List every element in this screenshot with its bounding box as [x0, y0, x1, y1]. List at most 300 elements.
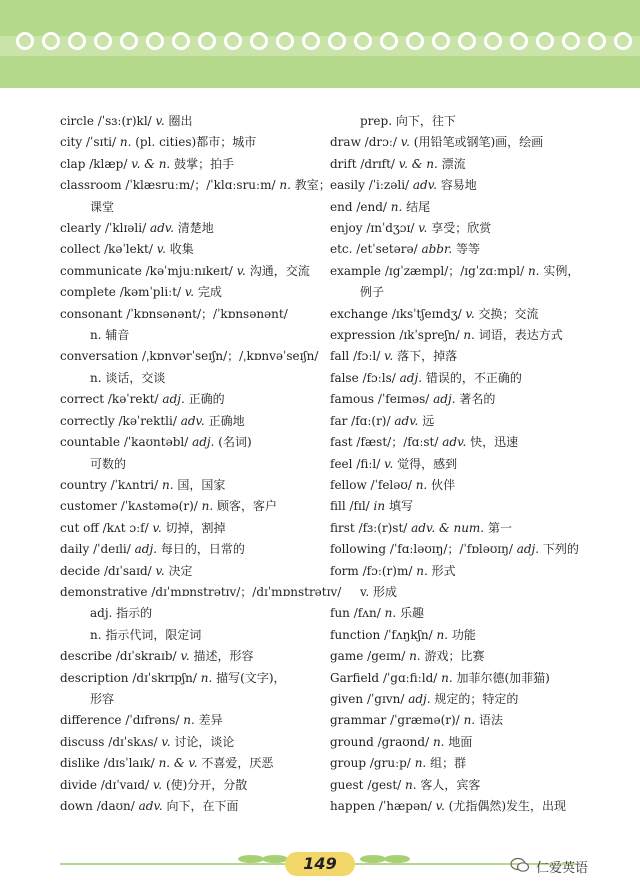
entry-phonetic: /ˈkʌstəmə(r)/ [120, 499, 198, 514]
glossary-entry [330, 689, 610, 710]
entry-headword: discuss [60, 734, 105, 749]
circle-ornament [380, 32, 398, 50]
entry-phonetic: /ˈdɪfrəns/ [125, 713, 180, 728]
entry-headword: easily [330, 178, 365, 193]
glossary-entry [330, 796, 610, 817]
glossary-entry [60, 239, 315, 260]
glossary-entry [330, 132, 610, 153]
entry-definition: 形式 [431, 563, 456, 578]
glossary-entry [330, 346, 610, 367]
glossary-entry [330, 668, 610, 689]
entry-definition: 伙伴 [431, 477, 456, 492]
glossary-entry [330, 432, 610, 453]
entry-continuation [60, 368, 315, 389]
circle-ornament [354, 32, 372, 50]
entry-definition: 描写(文字)， [216, 670, 286, 685]
entry-definition: 鼓掌；拍手 [174, 156, 235, 171]
entry-phonetic: /geɪm/ [367, 649, 406, 664]
entry-definition: 正确地 [208, 413, 245, 428]
entry-part-of-speech: n. [527, 263, 540, 278]
entry-phonetic: /fɜː(r)st/ [358, 520, 408, 535]
entry-part-of-speech: v. [155, 563, 165, 578]
entry-headword: function [330, 627, 381, 642]
circle-ornament [120, 32, 138, 50]
entry-part-of-speech: v. [161, 734, 171, 749]
entry-headword: end [330, 199, 353, 214]
entry-headword: city [60, 135, 83, 150]
entry-continuation [60, 625, 315, 646]
entry-phonetic: /ˈklæsruːm/；/ˈklɑːsruːm/ [125, 178, 276, 193]
entry-phonetic: /ˈklɪəli/ [105, 221, 147, 236]
entry-phonetic: /drɔː/ [364, 135, 397, 150]
entry-definition: 第一 [487, 520, 512, 535]
glossary-entry [330, 625, 610, 646]
entry-headword: form [330, 563, 359, 578]
circle-ornament [484, 32, 502, 50]
entry-phonetic: /dɪˈmɒnstrətɪv/；/dɪˈmɒnstrətɪv/ [151, 584, 342, 599]
circle-ornament [458, 32, 476, 50]
entry-headword: circle [60, 114, 94, 128]
circle-ornament [562, 32, 580, 50]
entry-continuation [60, 454, 315, 475]
entry-part-of-speech: v. [418, 221, 428, 236]
entry-phonetic: /ˈkɒnsənənt/；/ˈkɒnsənənt/ [126, 306, 288, 321]
entry-headword: famous [330, 392, 375, 407]
wechat-watermark [510, 855, 620, 877]
entry-definition: 教室； [294, 178, 331, 193]
glossary-entry [330, 710, 610, 731]
entry-definition: 加菲尔德(加菲猫) [456, 670, 550, 685]
entry-part-of-speech: n. [390, 199, 403, 214]
leaf-ornament [360, 855, 386, 863]
glossary-column-right [330, 111, 610, 817]
entry-headword: collect [60, 242, 101, 257]
glossary-entry [60, 732, 315, 753]
entry-headword: clearly [60, 221, 102, 236]
entry-continuation [60, 325, 315, 346]
entry-continuation [60, 689, 315, 710]
glossary-entry [60, 411, 315, 432]
glossary-entry [330, 154, 610, 175]
glossary-entry [330, 753, 610, 774]
entry-phonetic: /ˈgɪvn/ [366, 691, 405, 706]
entry-headword: drift [330, 156, 357, 171]
glossary-entry [330, 218, 610, 239]
circle-ornament [16, 32, 34, 50]
glossary-entry [60, 582, 342, 603]
entry-part-of-speech: n. [416, 563, 428, 578]
glossary-entry [60, 154, 315, 175]
glossary-entry [330, 775, 610, 796]
entry-phonetic: /ˌkɒnvərˈseɪʃn/；/ˌkɒnvəˈseɪʃn/ [142, 349, 319, 364]
entry-definition: 容易地 [440, 178, 477, 193]
glossary-entry [330, 732, 610, 753]
decorative-circles [6, 28, 636, 64]
continuation-text: n. 指示代词，限定词 [90, 627, 202, 642]
entry-definition: (名词) [218, 435, 252, 450]
entry-part-of-speech: n. [436, 627, 449, 642]
entry-headword: daily [60, 542, 90, 557]
entry-definition: 填写 [388, 499, 413, 514]
entry-definition: 清楚地 [177, 221, 214, 236]
entry-part-of-speech: adv. [149, 221, 174, 236]
entry-phonetic: /ˈkaʊntəbl/ [123, 435, 189, 450]
entry-definition: 规定的；特定的 [434, 691, 519, 706]
glossary-entry [60, 346, 319, 367]
entry-phonetic: /end/ [356, 199, 387, 214]
entry-part-of-speech: v. [152, 520, 162, 535]
watermark-text: 仁爱英语 [536, 861, 589, 876]
entry-definition: (使)分开，分散 [165, 777, 248, 792]
entry-headword: dislike [60, 756, 100, 771]
glossary-entry [60, 475, 315, 496]
glossary-entry [60, 218, 315, 239]
entry-headword: first [330, 520, 355, 535]
entry-phonetic: /ˈsɪti/ [86, 135, 117, 150]
continuation-text: 可数的 [90, 456, 127, 471]
entry-part-of-speech: n. [415, 477, 428, 492]
glossary-entry [330, 175, 610, 196]
entry-part-of-speech: v. [384, 456, 394, 471]
entry-continuation [330, 582, 610, 603]
entry-definition: 落下，掉落 [397, 349, 458, 364]
circle-ornament [224, 32, 242, 50]
entry-headword: description [60, 670, 129, 685]
entry-part-of-speech: adj. [408, 691, 431, 706]
entry-phonetic: /ˈgræmə(r)/ [390, 713, 460, 728]
entry-headword: etc. [330, 242, 353, 257]
entry-phonetic: /ˈkʌntri/ [110, 477, 159, 492]
entry-definition: 收集 [169, 242, 194, 257]
page-number: 149 [303, 854, 337, 873]
circle-ornament [302, 32, 320, 50]
entry-headword: fall [330, 349, 350, 364]
header-banner [0, 0, 640, 88]
entry-definition: 描述，形容 [193, 649, 254, 664]
entry-phonetic: /klæp/ [89, 156, 128, 171]
glossary-entry [330, 539, 610, 560]
entry-definition: 地面 [448, 734, 473, 749]
glossary-entry [330, 496, 610, 517]
entry-definition: 乐趣 [399, 606, 424, 621]
entry-phonetic: /ɪkˈspreʃn/ [399, 328, 460, 343]
glossary-entry [330, 261, 610, 282]
entry-headword: difference [60, 713, 122, 728]
entry-phonetic: /fiːl/ [356, 456, 381, 471]
glossary-entry [60, 132, 315, 153]
circle-ornament [536, 32, 554, 50]
entry-part-of-speech: adv. [138, 799, 163, 813]
continuation-text: prep. 向下，往下 [360, 114, 456, 128]
entry-part-of-speech: n. [463, 328, 475, 343]
entry-phonetic: /dɪˈvaɪd/ [100, 777, 150, 792]
entry-phonetic: /kəˈlekt/ [104, 242, 153, 257]
entry-part-of-speech: v. [400, 135, 410, 150]
entry-headword: conversation [60, 349, 139, 364]
circle-ornament [276, 32, 294, 50]
glossary-entry [60, 796, 315, 817]
entry-definition: 等等 [456, 242, 481, 257]
glossary-entry [60, 282, 315, 303]
entry-headword: divide [60, 777, 97, 792]
entry-phonetic: /fɑː(r)/ [351, 413, 391, 428]
circle-ornament [42, 32, 60, 50]
entry-headword: happen [330, 799, 376, 813]
entry-part-of-speech: adj. [516, 542, 540, 557]
entry-part-of-speech: n. [161, 477, 174, 492]
entry-part-of-speech: v. [152, 777, 163, 792]
circle-ornament [614, 32, 632, 50]
entry-part-of-speech: v. & n. [131, 156, 171, 171]
glossary-entry [60, 646, 315, 667]
entry-definition: 觉得，感到 [397, 456, 458, 471]
entry-headword: enjoy [330, 221, 363, 236]
entry-part-of-speech: n. [441, 670, 453, 685]
continuation-text: 例子 [360, 285, 385, 300]
entry-definition: 功能 [451, 627, 476, 642]
entry-phonetic: /ˈdeɪli/ [93, 542, 131, 557]
entry-part-of-speech: adj. [192, 435, 215, 450]
entry-definition: 语法 [478, 713, 503, 728]
entry-phonetic: /drɪft/ [360, 156, 395, 171]
glossary-entry [330, 646, 610, 667]
entry-definition: 切掉，割掉 [165, 520, 226, 535]
glossary-entry [60, 175, 331, 196]
entry-phonetic: /fɔː(r)m/ [362, 563, 413, 578]
glossary-entry [330, 368, 610, 389]
entry-part-of-speech: n. [183, 713, 195, 728]
entry-headword: feel [330, 456, 353, 471]
entry-headword: fast [330, 435, 353, 450]
entry-phonetic: /dɪˈskʌs/ [108, 734, 158, 749]
entry-definition: 结尾 [406, 199, 431, 214]
entry-phonetic: /dɪsˈlaɪk/ [103, 756, 155, 771]
page-number-badge [285, 850, 355, 880]
entry-definition: (尤指偶然)发生，出现 [448, 799, 567, 813]
glossary-entry [330, 603, 610, 624]
entry-part-of-speech: n. [409, 649, 421, 664]
entry-part-of-speech: adv. [412, 178, 437, 193]
entry-phonetic: /kəˈrektli/ [118, 413, 177, 428]
entry-part-of-speech: n. [279, 178, 291, 193]
entry-part-of-speech: adv. [442, 435, 467, 450]
entry-headword: describe [60, 649, 113, 664]
entry-phonetic: /kəmˈpliːt/ [119, 285, 182, 300]
entry-headword: example [330, 263, 382, 278]
entry-phonetic: /fɔːls/ [362, 370, 396, 385]
entry-part-of-speech: v. [180, 649, 190, 664]
entry-part-of-speech: n. & v. [158, 756, 198, 771]
entry-definition: 快，迅速 [470, 435, 519, 450]
entry-headword: down [60, 799, 93, 813]
glossary-entry [60, 261, 315, 282]
glossary-entry [60, 539, 315, 560]
circle-ornament [328, 32, 346, 50]
entry-definition: 下列的 [542, 542, 579, 557]
circle-ornament [510, 32, 528, 50]
entry-phonetic: /ɪgˈzæmpl/；/ɪgˈzɑːmpl/ [384, 263, 525, 278]
glossary-entry [60, 561, 315, 582]
entry-phonetic: /dɪˈskrɪpʃn/ [132, 670, 197, 685]
entry-part-of-speech: v. [184, 285, 195, 300]
entry-part-of-speech: n. [119, 135, 132, 150]
entry-definition: 客人，宾客 [420, 777, 481, 792]
entry-definition: 差异 [198, 713, 223, 728]
entry-headword: false [330, 370, 359, 385]
entry-phonetic: /ˈfɑːləʊɪŋ/；/ˈfɒləʊɪŋ/ [389, 542, 513, 557]
entry-phonetic: /ɪnˈdʒɔɪ/ [366, 221, 415, 236]
entry-part-of-speech: v. [384, 349, 394, 364]
glossary-entry [60, 753, 315, 774]
entry-definition: 完成 [197, 285, 222, 300]
leaf-ornament [238, 855, 264, 863]
entry-headword: ground [330, 734, 374, 749]
circle-ornament [250, 32, 268, 50]
entry-definition: 国，国家 [177, 477, 226, 492]
glossary-entry [330, 411, 610, 432]
entry-headword: following [330, 542, 387, 557]
entry-part-of-speech: n. [405, 777, 417, 792]
entry-part-of-speech: v. [155, 114, 165, 128]
entry-definition: 向下，在下面 [166, 799, 239, 813]
entry-definition: 组；群 [430, 756, 467, 771]
entry-phonetic: /ˈfeləʊ/ [370, 477, 412, 492]
entry-part-of-speech: v. & n. [398, 156, 438, 171]
entry-phonetic: /ˈiːzəli/ [368, 178, 410, 193]
entry-part-of-speech: abbr. [421, 242, 453, 257]
entry-phonetic: /etˈsetərə/ [356, 242, 418, 257]
glossary-entry [60, 111, 315, 132]
entry-phonetic: /ɪksˈtʃeɪndʒ/ [391, 306, 462, 321]
continuation-text: n. 辅音 [90, 328, 130, 343]
entry-part-of-speech: adj. [162, 392, 185, 407]
entry-part-of-speech: n. [432, 734, 445, 749]
entry-phonetic: /fʌn/ [353, 606, 381, 621]
entry-continuation [330, 282, 610, 303]
entry-headword: correct [60, 392, 105, 407]
entry-headword: game [330, 649, 364, 664]
continuation-text: adj. 指示的 [90, 606, 153, 621]
entry-part-of-speech: n. [463, 713, 476, 728]
circle-ornament [432, 32, 450, 50]
continuation-text: n. 谈话，交谈 [90, 370, 166, 385]
glossary-entry [60, 668, 315, 689]
circle-ornament [146, 32, 164, 50]
glossary-entry [60, 304, 315, 325]
entry-definition: 每日的，日常的 [160, 542, 245, 557]
entry-phonetic: /fæst/；/fɑːst/ [356, 435, 439, 450]
entry-phonetic: /ˈhæpən/ [378, 799, 432, 813]
entry-phonetic: /kəˈmjuːnɪkeɪt/ [145, 263, 233, 278]
entry-headword: customer [60, 499, 117, 514]
entry-headword: classroom [60, 178, 122, 193]
entry-headword: far [330, 413, 348, 428]
glossary-entry [330, 197, 610, 218]
entry-headword: draw [330, 135, 361, 150]
entry-part-of-speech: v. [236, 263, 246, 278]
glossary-entry [60, 496, 315, 517]
entry-definition: 顾客，客户 [217, 499, 278, 514]
entry-definition: 不喜爱，厌恶 [201, 756, 274, 771]
entry-headword: decide [60, 563, 101, 578]
entry-continuation [330, 111, 610, 132]
entry-definition: 沟通，交流 [249, 263, 310, 278]
entry-part-of-speech: n. [201, 499, 214, 514]
entry-definition: (用铅笔或钢笔)画，绘画 [413, 135, 544, 150]
entry-headword: fill [330, 499, 346, 514]
entry-phonetic: /gest/ [367, 777, 402, 792]
entry-part-of-speech: adj. [433, 392, 456, 407]
entry-part-of-speech: v. [156, 242, 166, 257]
entry-phonetic: /kəˈrekt/ [107, 392, 159, 407]
entry-headword: fun [330, 606, 350, 621]
entry-definition: 交换；交流 [478, 306, 539, 321]
entry-phonetic: /ˈfeɪməs/ [377, 392, 430, 407]
entry-definition: 讨论，谈论 [174, 734, 235, 749]
glossary-entry [60, 432, 315, 453]
entry-phonetic: /kʌt ɔːf/ [102, 520, 149, 535]
entry-headword: correctly [60, 413, 115, 428]
entry-headword: given [330, 691, 364, 706]
glossary-entry [330, 389, 610, 410]
entry-part-of-speech: adj. [399, 370, 423, 385]
glossary-entry [60, 389, 315, 410]
entry-phonetic: /fɔːl/ [353, 349, 381, 364]
glossary-entry [330, 304, 610, 325]
circle-ornament [198, 32, 216, 50]
glossary-entry [60, 710, 315, 731]
entry-part-of-speech: n. [384, 606, 397, 621]
entry-part-of-speech: n. [200, 670, 213, 685]
entry-continuation [60, 603, 315, 624]
entry-definition: 著名的 [459, 392, 496, 407]
continuation-text: 形容 [90, 691, 115, 706]
entry-headword: expression [330, 328, 396, 343]
entry-headword: guest [330, 777, 364, 792]
entry-part-of-speech: v. [465, 306, 475, 321]
entry-definition: 决定 [168, 563, 193, 578]
entry-definition: 享受；欣赏 [431, 221, 492, 236]
entry-part-of-speech: adv. [180, 413, 205, 428]
glossary-entry [330, 518, 610, 539]
entry-phonetic: /ˈfʌŋkʃn/ [384, 627, 433, 642]
entry-headword: country [60, 477, 107, 492]
glossary-entry [60, 518, 315, 539]
entry-part-of-speech: adv. & num. [411, 520, 485, 535]
leaf-ornament [384, 855, 410, 863]
entry-phonetic: /dɪˈsaɪd/ [103, 563, 152, 578]
circle-ornament [94, 32, 112, 50]
entry-headword: consonant [60, 306, 123, 321]
entry-definition: 正确的 [188, 392, 225, 407]
continuation-text: 课堂 [90, 199, 115, 214]
circle-ornament [172, 32, 190, 50]
entry-phonetic: /fɪl/ [349, 499, 370, 514]
entry-headword: exchange [330, 306, 388, 321]
entry-phonetic: /ˈsɜː(r)kl/ [97, 114, 152, 128]
entry-headword: countable [60, 435, 120, 450]
entry-headword: demonstrative [60, 584, 148, 599]
entry-headword: clap [60, 156, 86, 171]
glossary-entry [60, 775, 315, 796]
entry-definition: 错误的，不正确的 [425, 370, 522, 385]
entry-phonetic: /graʊnd/ [377, 734, 430, 749]
entry-part-of-speech: n. [414, 756, 427, 771]
entry-headword: communicate [60, 263, 142, 278]
glossary-entry [330, 561, 610, 582]
chat-bubble-icon [510, 857, 530, 873]
entry-continuation [60, 197, 315, 218]
